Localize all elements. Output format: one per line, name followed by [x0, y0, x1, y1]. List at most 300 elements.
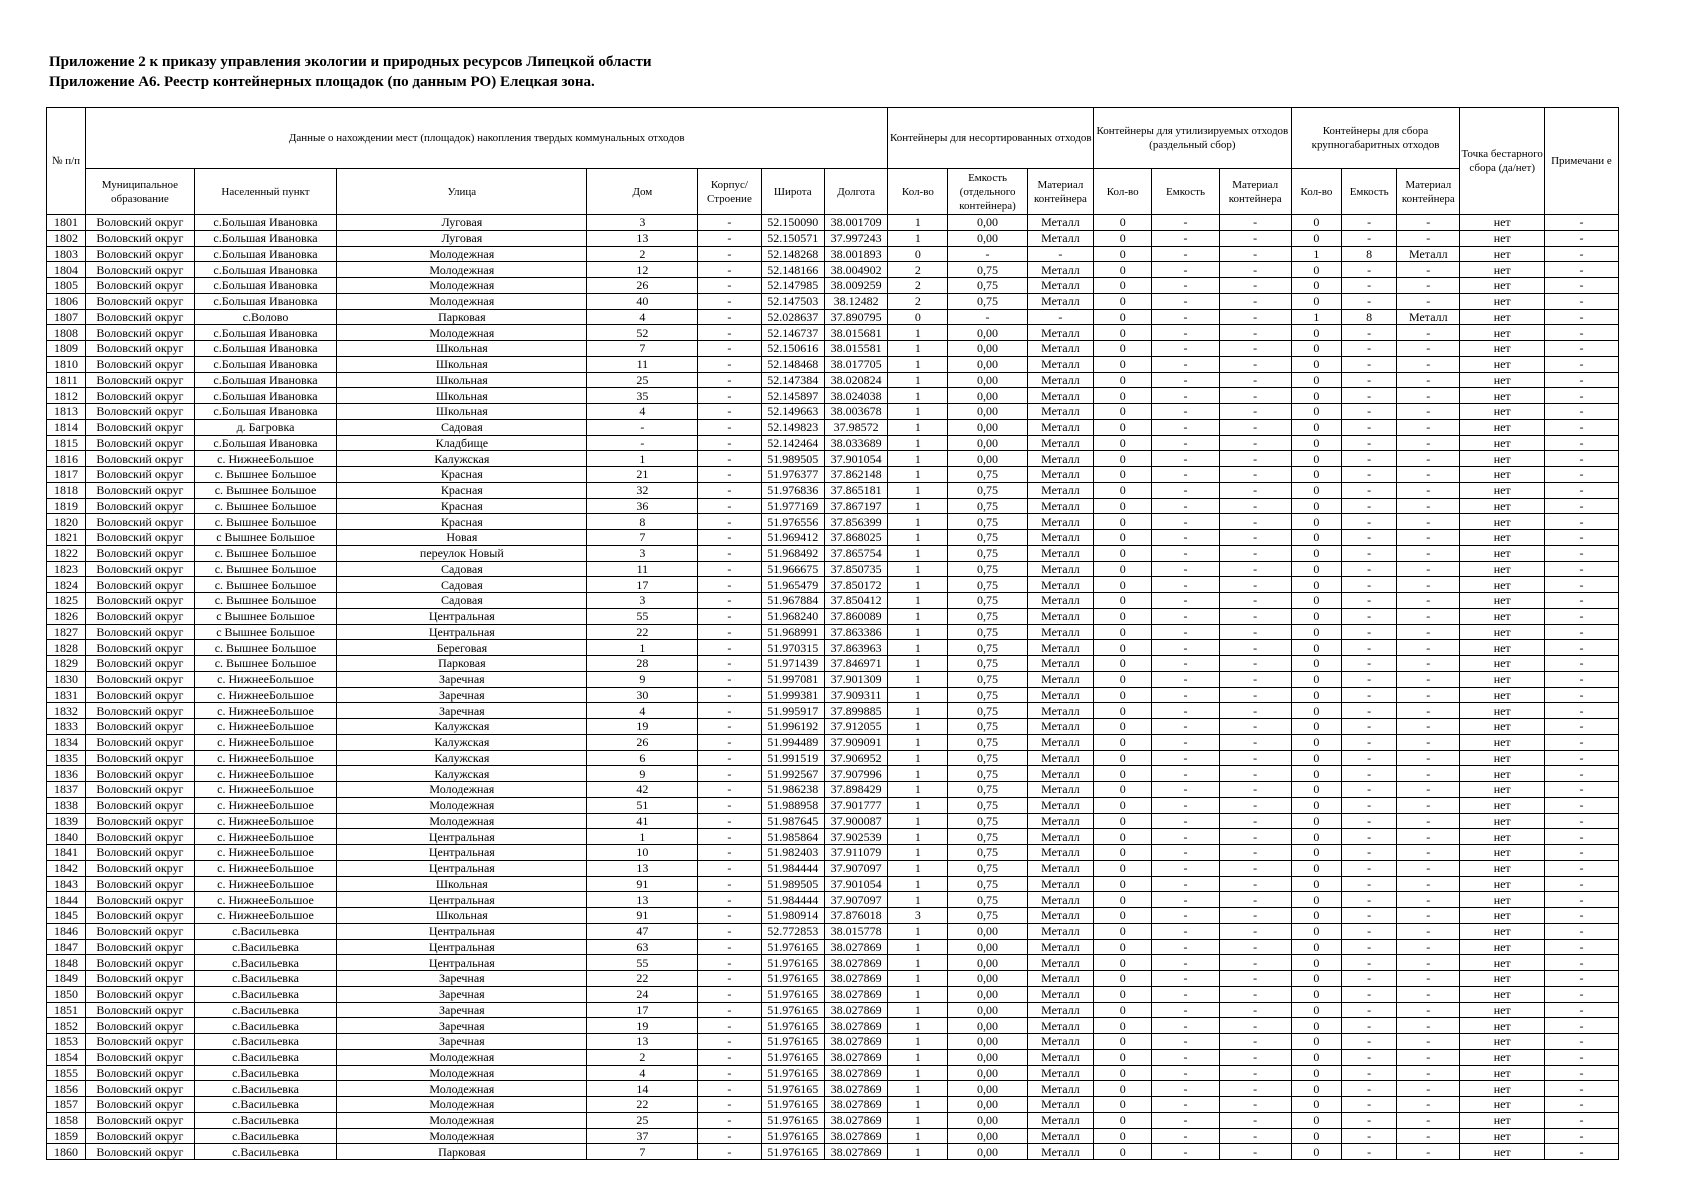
longitude-cell: 37.997243 — [824, 230, 887, 246]
longitude-cell: 37.868025 — [824, 530, 887, 546]
recyclable-qty-cell: 0 — [1094, 608, 1152, 624]
building-cell: - — [698, 782, 761, 798]
building-cell: - — [698, 892, 761, 908]
longitude-cell: 38.027869 — [824, 1112, 887, 1128]
settlement-cell: с.Васильевка — [194, 1097, 337, 1113]
recyclable-capacity-cell: - — [1152, 278, 1220, 294]
bulky-qty-cell: 0 — [1291, 1081, 1342, 1097]
note-cell: - — [1544, 309, 1618, 325]
table-row — [47, 435, 1619, 451]
recyclable-material-cell: - — [1219, 656, 1291, 672]
street-cell: Центральная — [337, 939, 587, 955]
table-row — [47, 530, 1619, 546]
table-row — [47, 860, 1619, 876]
unsorted-qty-cell: 1 — [888, 1144, 948, 1160]
street-cell: Садовая — [337, 419, 587, 435]
building-cell: - — [698, 766, 761, 782]
unsorted-capacity-cell: 0,75 — [948, 766, 1027, 782]
building-cell: - — [698, 372, 761, 388]
recyclable-qty-cell: 0 — [1094, 467, 1152, 483]
unsorted-qty-cell: 1 — [888, 545, 948, 561]
registry-table — [46, 107, 1619, 1160]
bulky-material-cell: - — [1397, 923, 1460, 939]
bagless-cell: нет — [1460, 750, 1544, 766]
unsorted-qty-cell: 1 — [888, 435, 948, 451]
note-cell: - — [1544, 404, 1618, 420]
num-cell: 1817 — [47, 467, 86, 483]
unsorted-capacity-cell: - — [948, 246, 1027, 262]
recyclable-material-cell: - — [1219, 876, 1291, 892]
recyclable-material-cell: - — [1219, 593, 1291, 609]
settlement-cell: с. Вышнее Большое — [194, 656, 337, 672]
bulky-material-cell: - — [1397, 656, 1460, 672]
bulky-material-cell: - — [1397, 530, 1460, 546]
longitude-cell: 37.900087 — [824, 813, 887, 829]
recyclable-material-cell: - — [1219, 687, 1291, 703]
building-cell: - — [698, 923, 761, 939]
bulky-capacity-cell: - — [1342, 719, 1397, 735]
bulky-capacity-cell: - — [1342, 262, 1397, 278]
street-cell: Калужская — [337, 719, 587, 735]
bulky-material-cell: - — [1397, 262, 1460, 278]
building-cell: - — [698, 1002, 761, 1018]
recyclable-material-cell: - — [1219, 230, 1291, 246]
note-cell: - — [1544, 325, 1618, 341]
recyclable-capacity-cell: - — [1152, 1112, 1220, 1128]
recyclable-capacity-cell: - — [1152, 813, 1220, 829]
unsorted-material-cell: Металл — [1027, 1002, 1094, 1018]
unsorted-material-cell: Металл — [1027, 514, 1094, 530]
bulky-material-cell: - — [1397, 561, 1460, 577]
bulky-qty-cell: 1 — [1291, 246, 1342, 262]
num-cell: 1831 — [47, 687, 86, 703]
municipality-cell: Воловский округ — [86, 1002, 195, 1018]
unsorted-qty-cell: 1 — [888, 467, 948, 483]
recyclable-qty-cell: 0 — [1094, 404, 1152, 420]
municipality-cell: Воловский округ — [86, 608, 195, 624]
table-row — [47, 939, 1619, 955]
settlement-cell: с.Васильевка — [194, 1112, 337, 1128]
recyclable-qty-cell: 0 — [1094, 482, 1152, 498]
note-cell: - — [1544, 1049, 1618, 1065]
settlement-cell: с.Большая Ивановка — [194, 215, 337, 231]
recyclable-capacity-cell: - — [1152, 671, 1220, 687]
street-cell: Центральная — [337, 608, 587, 624]
settlement-cell: с. Вышнее Большое — [194, 498, 337, 514]
recyclable-capacity-cell: - — [1152, 498, 1220, 514]
street-cell: Центральная — [337, 892, 587, 908]
municipality-cell: Воловский округ — [86, 845, 195, 861]
unsorted-material-cell: Металл — [1027, 577, 1094, 593]
bagless-cell: нет — [1460, 514, 1544, 530]
table-row — [47, 514, 1619, 530]
bulky-qty-cell: 0 — [1291, 734, 1342, 750]
bulky-capacity-cell: - — [1342, 593, 1397, 609]
building-cell: - — [698, 971, 761, 987]
bulky-material-cell: - — [1397, 325, 1460, 341]
num-cell: 1832 — [47, 703, 86, 719]
note-cell: - — [1544, 923, 1618, 939]
bulky-capacity-cell: - — [1342, 1097, 1397, 1113]
recyclable-qty-cell: 0 — [1094, 750, 1152, 766]
note-cell: - — [1544, 246, 1618, 262]
recyclable-material-cell: - — [1219, 404, 1291, 420]
street-cell: Заречная — [337, 687, 587, 703]
unsorted-capacity-cell: 0,75 — [948, 892, 1027, 908]
longitude-cell: 37.907996 — [824, 766, 887, 782]
bulky-qty-cell: 0 — [1291, 687, 1342, 703]
unsorted-material-cell: Металл — [1027, 703, 1094, 719]
municipality-cell: Воловский округ — [86, 404, 195, 420]
latitude-cell: 51.976165 — [761, 939, 824, 955]
longitude-cell: 37.867197 — [824, 498, 887, 514]
latitude-cell: 51.977169 — [761, 498, 824, 514]
street-cell: Школьная — [337, 388, 587, 404]
bulky-capacity-cell: - — [1342, 1018, 1397, 1034]
recyclable-material-cell: - — [1219, 1112, 1291, 1128]
recyclable-material-cell: - — [1219, 892, 1291, 908]
bulky-material-cell: - — [1397, 939, 1460, 955]
recyclable-material-cell: - — [1219, 750, 1291, 766]
bagless-cell: нет — [1460, 1002, 1544, 1018]
unsorted-qty-cell: 2 — [888, 262, 948, 278]
recyclable-capacity-cell: - — [1152, 766, 1220, 782]
building-cell: - — [698, 577, 761, 593]
bulky-capacity-cell: - — [1342, 372, 1397, 388]
bagless-cell: нет — [1460, 545, 1544, 561]
bulky-material-cell: - — [1397, 404, 1460, 420]
unsorted-capacity-cell: 0,00 — [948, 356, 1027, 372]
bulky-capacity-cell: - — [1342, 1002, 1397, 1018]
num-cell: 1802 — [47, 230, 86, 246]
longitude-cell: 37.98572 — [824, 419, 887, 435]
num-cell: 1821 — [47, 530, 86, 546]
municipality-cell: Воловский округ — [86, 514, 195, 530]
bulky-material-cell: - — [1397, 1065, 1460, 1081]
recyclable-capacity-cell: - — [1152, 545, 1220, 561]
latitude-cell: 51.965479 — [761, 577, 824, 593]
latitude-cell: 52.147503 — [761, 293, 824, 309]
municipality-cell: Воловский округ — [86, 986, 195, 1002]
longitude-cell: 38.027869 — [824, 1144, 887, 1160]
table-body — [47, 215, 1619, 1160]
building-cell: - — [698, 955, 761, 971]
unsorted-material-cell: Металл — [1027, 278, 1094, 294]
municipality-cell: Воловский округ — [86, 656, 195, 672]
bagless-cell: нет — [1460, 1097, 1544, 1113]
bulky-material-cell: - — [1397, 829, 1460, 845]
bulky-qty-cell: 0 — [1291, 451, 1342, 467]
table-row — [47, 1081, 1619, 1097]
bulky-qty-cell: 0 — [1291, 482, 1342, 498]
note-cell: - — [1544, 372, 1618, 388]
recyclable-qty-cell: 0 — [1094, 671, 1152, 687]
latitude-cell: 51.968991 — [761, 624, 824, 640]
unsorted-material-cell: Металл — [1027, 262, 1094, 278]
settlement-cell: с.Большая Ивановка — [194, 262, 337, 278]
recyclable-material-cell: - — [1219, 1081, 1291, 1097]
recyclable-qty-cell: 0 — [1094, 451, 1152, 467]
longitude-cell: 38.015581 — [824, 341, 887, 357]
recyclable-capacity-cell: - — [1152, 262, 1220, 278]
unsorted-material-cell: Металл — [1027, 530, 1094, 546]
latitude-cell: 51.997081 — [761, 671, 824, 687]
settlement-cell: с. НижнееБольшое — [194, 845, 337, 861]
house-cell: 13 — [587, 230, 698, 246]
recyclable-material-cell: - — [1219, 703, 1291, 719]
building-cell: - — [698, 1112, 761, 1128]
settlement-cell: с. НижнееБольшое — [194, 687, 337, 703]
municipality-cell: Воловский округ — [86, 215, 195, 231]
house-cell: 14 — [587, 1081, 698, 1097]
recyclable-material-cell: - — [1219, 829, 1291, 845]
longitude-cell: 38.027869 — [824, 1002, 887, 1018]
bulky-material-cell: - — [1397, 1049, 1460, 1065]
unsorted-capacity-cell: 0,75 — [948, 640, 1027, 656]
recyclable-qty-cell: 0 — [1094, 1018, 1152, 1034]
unsorted-material-cell: Металл — [1027, 561, 1094, 577]
unsorted-qty-cell: 1 — [888, 671, 948, 687]
bagless-cell: нет — [1460, 372, 1544, 388]
municipality-cell: Воловский округ — [86, 451, 195, 467]
latitude-cell: 52.142464 — [761, 435, 824, 451]
house-cell: 8 — [587, 514, 698, 530]
street-cell: Калужская — [337, 451, 587, 467]
bulky-capacity-cell: - — [1342, 1112, 1397, 1128]
header-bulky-capacity: Емкость — [1342, 169, 1397, 215]
note-cell: - — [1544, 278, 1618, 294]
bulky-qty-cell: 0 — [1291, 1112, 1342, 1128]
unsorted-material-cell: Металл — [1027, 876, 1094, 892]
unsorted-qty-cell: 1 — [888, 1018, 948, 1034]
unsorted-material-cell: Металл — [1027, 1018, 1094, 1034]
recyclable-qty-cell: 0 — [1094, 530, 1152, 546]
unsorted-capacity-cell: 0,00 — [948, 923, 1027, 939]
recyclable-capacity-cell: - — [1152, 1018, 1220, 1034]
recyclable-capacity-cell: - — [1152, 1034, 1220, 1050]
num-cell: 1845 — [47, 908, 86, 924]
note-cell: - — [1544, 813, 1618, 829]
recyclable-qty-cell: 0 — [1094, 1144, 1152, 1160]
unsorted-qty-cell: 1 — [888, 656, 948, 672]
bulky-qty-cell: 0 — [1291, 750, 1342, 766]
unsorted-qty-cell: 1 — [888, 451, 948, 467]
unsorted-material-cell: Металл — [1027, 908, 1094, 924]
table-row — [47, 1002, 1619, 1018]
recyclable-qty-cell: 0 — [1094, 561, 1152, 577]
house-cell: 63 — [587, 939, 698, 955]
bulky-qty-cell: 0 — [1291, 939, 1342, 955]
table-row — [47, 1065, 1619, 1081]
note-cell: - — [1544, 797, 1618, 813]
header-unsorted-capacity: Емкость (отдельного контейнера) — [948, 169, 1027, 215]
table-row — [47, 577, 1619, 593]
bulky-material-cell: - — [1397, 341, 1460, 357]
municipality-cell: Воловский округ — [86, 813, 195, 829]
bulky-material-cell: - — [1397, 293, 1460, 309]
settlement-cell: с. НижнееБольшое — [194, 876, 337, 892]
latitude-cell: 51.971439 — [761, 656, 824, 672]
recyclable-material-cell: - — [1219, 955, 1291, 971]
bulky-material-cell: - — [1397, 845, 1460, 861]
house-cell: 2 — [587, 246, 698, 262]
bulky-capacity-cell: - — [1342, 892, 1397, 908]
bulky-material-cell: - — [1397, 782, 1460, 798]
bulky-material-cell: - — [1397, 876, 1460, 892]
recyclable-qty-cell: 0 — [1094, 419, 1152, 435]
unsorted-qty-cell: 1 — [888, 1034, 948, 1050]
latitude-cell: 51.976165 — [761, 1034, 824, 1050]
unsorted-qty-cell: 1 — [888, 325, 948, 341]
note-cell: - — [1544, 734, 1618, 750]
latitude-cell: 52.149663 — [761, 404, 824, 420]
table-row — [47, 656, 1619, 672]
settlement-cell: с.Большая Ивановка — [194, 404, 337, 420]
longitude-cell: 38.027869 — [824, 939, 887, 955]
settlement-cell: с. НижнееБольшое — [194, 813, 337, 829]
latitude-cell: 51.967884 — [761, 593, 824, 609]
building-cell: - — [698, 640, 761, 656]
latitude-cell: 51.992567 — [761, 766, 824, 782]
note-cell: - — [1544, 703, 1618, 719]
table-row — [47, 1144, 1619, 1160]
settlement-cell: с. НижнееБольшое — [194, 892, 337, 908]
num-cell: 1842 — [47, 860, 86, 876]
settlement-cell: с. Вышнее Большое — [194, 545, 337, 561]
bulky-material-cell: - — [1397, 467, 1460, 483]
table-row — [47, 278, 1619, 294]
num-cell: 1833 — [47, 719, 86, 735]
header-unsorted-material: Материал контейнера — [1027, 169, 1094, 215]
unsorted-capacity-cell: 0,75 — [948, 813, 1027, 829]
recyclable-qty-cell: 0 — [1094, 215, 1152, 231]
unsorted-qty-cell: 3 — [888, 908, 948, 924]
street-cell: Школьная — [337, 356, 587, 372]
recyclable-qty-cell: 0 — [1094, 356, 1152, 372]
street-cell: Красная — [337, 467, 587, 483]
bulky-capacity-cell: 8 — [1342, 309, 1397, 325]
recyclable-material-cell: - — [1219, 671, 1291, 687]
num-cell: 1827 — [47, 624, 86, 640]
num-cell: 1859 — [47, 1128, 86, 1144]
recyclable-capacity-cell: - — [1152, 482, 1220, 498]
note-cell: - — [1544, 1144, 1618, 1160]
unsorted-material-cell: Металл — [1027, 782, 1094, 798]
municipality-cell: Воловский округ — [86, 278, 195, 294]
unsorted-qty-cell: 1 — [888, 1081, 948, 1097]
recyclable-material-cell: - — [1219, 215, 1291, 231]
house-cell: 42 — [587, 782, 698, 798]
municipality-cell: Воловский округ — [86, 829, 195, 845]
bulky-capacity-cell: - — [1342, 656, 1397, 672]
longitude-cell: 38.003678 — [824, 404, 887, 420]
street-cell: Молодежная — [337, 278, 587, 294]
unsorted-qty-cell: 0 — [888, 246, 948, 262]
municipality-cell: Воловский округ — [86, 640, 195, 656]
recyclable-capacity-cell: - — [1152, 1128, 1220, 1144]
unsorted-material-cell: Металл — [1027, 356, 1094, 372]
latitude-cell: 51.976165 — [761, 1112, 824, 1128]
bulky-material-cell: - — [1397, 388, 1460, 404]
unsorted-material-cell: Металл — [1027, 435, 1094, 451]
building-cell: - — [698, 719, 761, 735]
bulky-capacity-cell: - — [1342, 782, 1397, 798]
num-cell: 1810 — [47, 356, 86, 372]
bulky-capacity-cell: - — [1342, 829, 1397, 845]
unsorted-material-cell: Металл — [1027, 451, 1094, 467]
num-cell: 1852 — [47, 1018, 86, 1034]
recyclable-qty-cell: 0 — [1094, 577, 1152, 593]
bulky-material-cell: - — [1397, 278, 1460, 294]
num-cell: 1856 — [47, 1081, 86, 1097]
house-cell: 3 — [587, 215, 698, 231]
bulky-qty-cell: 0 — [1291, 1002, 1342, 1018]
bulky-qty-cell: 0 — [1291, 1018, 1342, 1034]
num-cell: 1841 — [47, 845, 86, 861]
recyclable-qty-cell: 0 — [1094, 845, 1152, 861]
house-cell: 7 — [587, 1144, 698, 1160]
recyclable-capacity-cell: - — [1152, 734, 1220, 750]
recyclable-capacity-cell: - — [1152, 908, 1220, 924]
settlement-cell: с.Большая Ивановка — [194, 230, 337, 246]
building-cell: - — [698, 939, 761, 955]
municipality-cell: Воловский округ — [86, 971, 195, 987]
bagless-cell: нет — [1460, 309, 1544, 325]
recyclable-qty-cell: 0 — [1094, 498, 1152, 514]
bulky-capacity-cell: - — [1342, 986, 1397, 1002]
num-cell: 1847 — [47, 939, 86, 955]
bulky-capacity-cell: - — [1342, 923, 1397, 939]
bagless-cell: нет — [1460, 892, 1544, 908]
table-row — [47, 467, 1619, 483]
house-cell: 4 — [587, 404, 698, 420]
num-cell: 1823 — [47, 561, 86, 577]
recyclable-qty-cell: 0 — [1094, 293, 1152, 309]
bulky-qty-cell: 0 — [1291, 892, 1342, 908]
bagless-cell: нет — [1460, 687, 1544, 703]
unsorted-qty-cell: 1 — [888, 593, 948, 609]
unsorted-material-cell: Металл — [1027, 1034, 1094, 1050]
unsorted-qty-cell: 2 — [888, 278, 948, 294]
unsorted-qty-cell: 1 — [888, 624, 948, 640]
recyclable-qty-cell: 0 — [1094, 230, 1152, 246]
note-cell: - — [1544, 577, 1618, 593]
bagless-cell: нет — [1460, 671, 1544, 687]
header-settlement: Населенный пункт — [194, 169, 337, 215]
note-cell: - — [1544, 1065, 1618, 1081]
latitude-cell: 52.772853 — [761, 923, 824, 939]
house-cell: 47 — [587, 923, 698, 939]
unsorted-material-cell: Металл — [1027, 388, 1094, 404]
num-cell: 1829 — [47, 656, 86, 672]
num-cell: 1844 — [47, 892, 86, 908]
building-cell: - — [698, 734, 761, 750]
unsorted-qty-cell: 1 — [888, 797, 948, 813]
header-lat: Широта — [761, 169, 824, 215]
bulky-capacity-cell: - — [1342, 876, 1397, 892]
settlement-cell: д. Багровка — [194, 419, 337, 435]
num-cell: 1825 — [47, 593, 86, 609]
bulky-capacity-cell: - — [1342, 482, 1397, 498]
unsorted-capacity-cell: 0,75 — [948, 829, 1027, 845]
house-cell: 9 — [587, 766, 698, 782]
num-cell: 1846 — [47, 923, 86, 939]
note-cell: - — [1544, 467, 1618, 483]
municipality-cell: Воловский округ — [86, 419, 195, 435]
house-cell: 9 — [587, 671, 698, 687]
longitude-cell: 37.856399 — [824, 514, 887, 530]
building-cell: - — [698, 671, 761, 687]
